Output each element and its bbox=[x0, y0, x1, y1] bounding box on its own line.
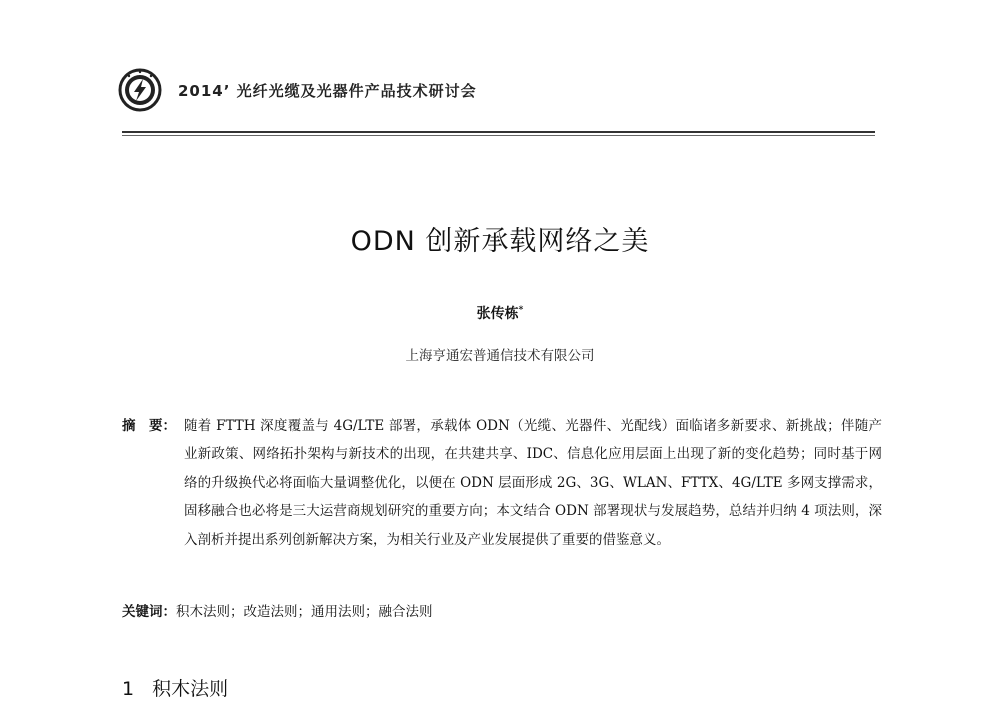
author bbox=[0, 303, 1000, 323]
keywords bbox=[122, 600, 882, 620]
abstract-body: 随着 FTTH 深度覆盖与 4G/LTE 部署，承载体 ODN（光缆、光器件、光配线）面临诸多新要求、新挑战；伴随产业新政策、网络拓扑架构与新技术的出现，在共建共享、IDC、信息化应用层面上出现了新的变化趋势；同时基于网络的升级换代必将面临大量调整优化，以便在 ODN 层面形成 2G、3G、WLAN、FTTX、4G/LTE 多网支撑需求，固移融合也必将是三大运营商规划研究的重要方向；本文结合 ODN 部署现状与发展趋势，总结并归纳 4 项法则，深入剖析并提出系列创新解决方案，为相关行业及产业发展提供了重要的借鉴意义。 bbox=[184, 418, 882, 548]
keywords-label: 关键词： bbox=[122, 604, 176, 620]
abstract bbox=[122, 412, 882, 554]
section-number: 1 bbox=[122, 678, 135, 700]
conference-logo-icon bbox=[118, 68, 162, 112]
author-name: 张传栋 bbox=[476, 306, 519, 322]
header-divider-thin bbox=[122, 135, 875, 136]
paper-title: ODN 创新承载网络之美 bbox=[350, 226, 650, 257]
header-divider bbox=[122, 131, 875, 133]
author-mark: * bbox=[518, 305, 524, 316]
section-heading bbox=[122, 674, 228, 701]
keywords-text: 积木法则；改造法则；通用法则；融合法则 bbox=[176, 604, 433, 620]
conference-title: 2014’ 光纤光缆及光器件产品技术研讨会 bbox=[178, 82, 477, 100]
abstract-label: 摘 要： bbox=[122, 418, 176, 434]
section-title: 积木法则 bbox=[152, 678, 229, 700]
affiliation: 上海亨通宏普通信技术有限公司 bbox=[405, 348, 595, 364]
